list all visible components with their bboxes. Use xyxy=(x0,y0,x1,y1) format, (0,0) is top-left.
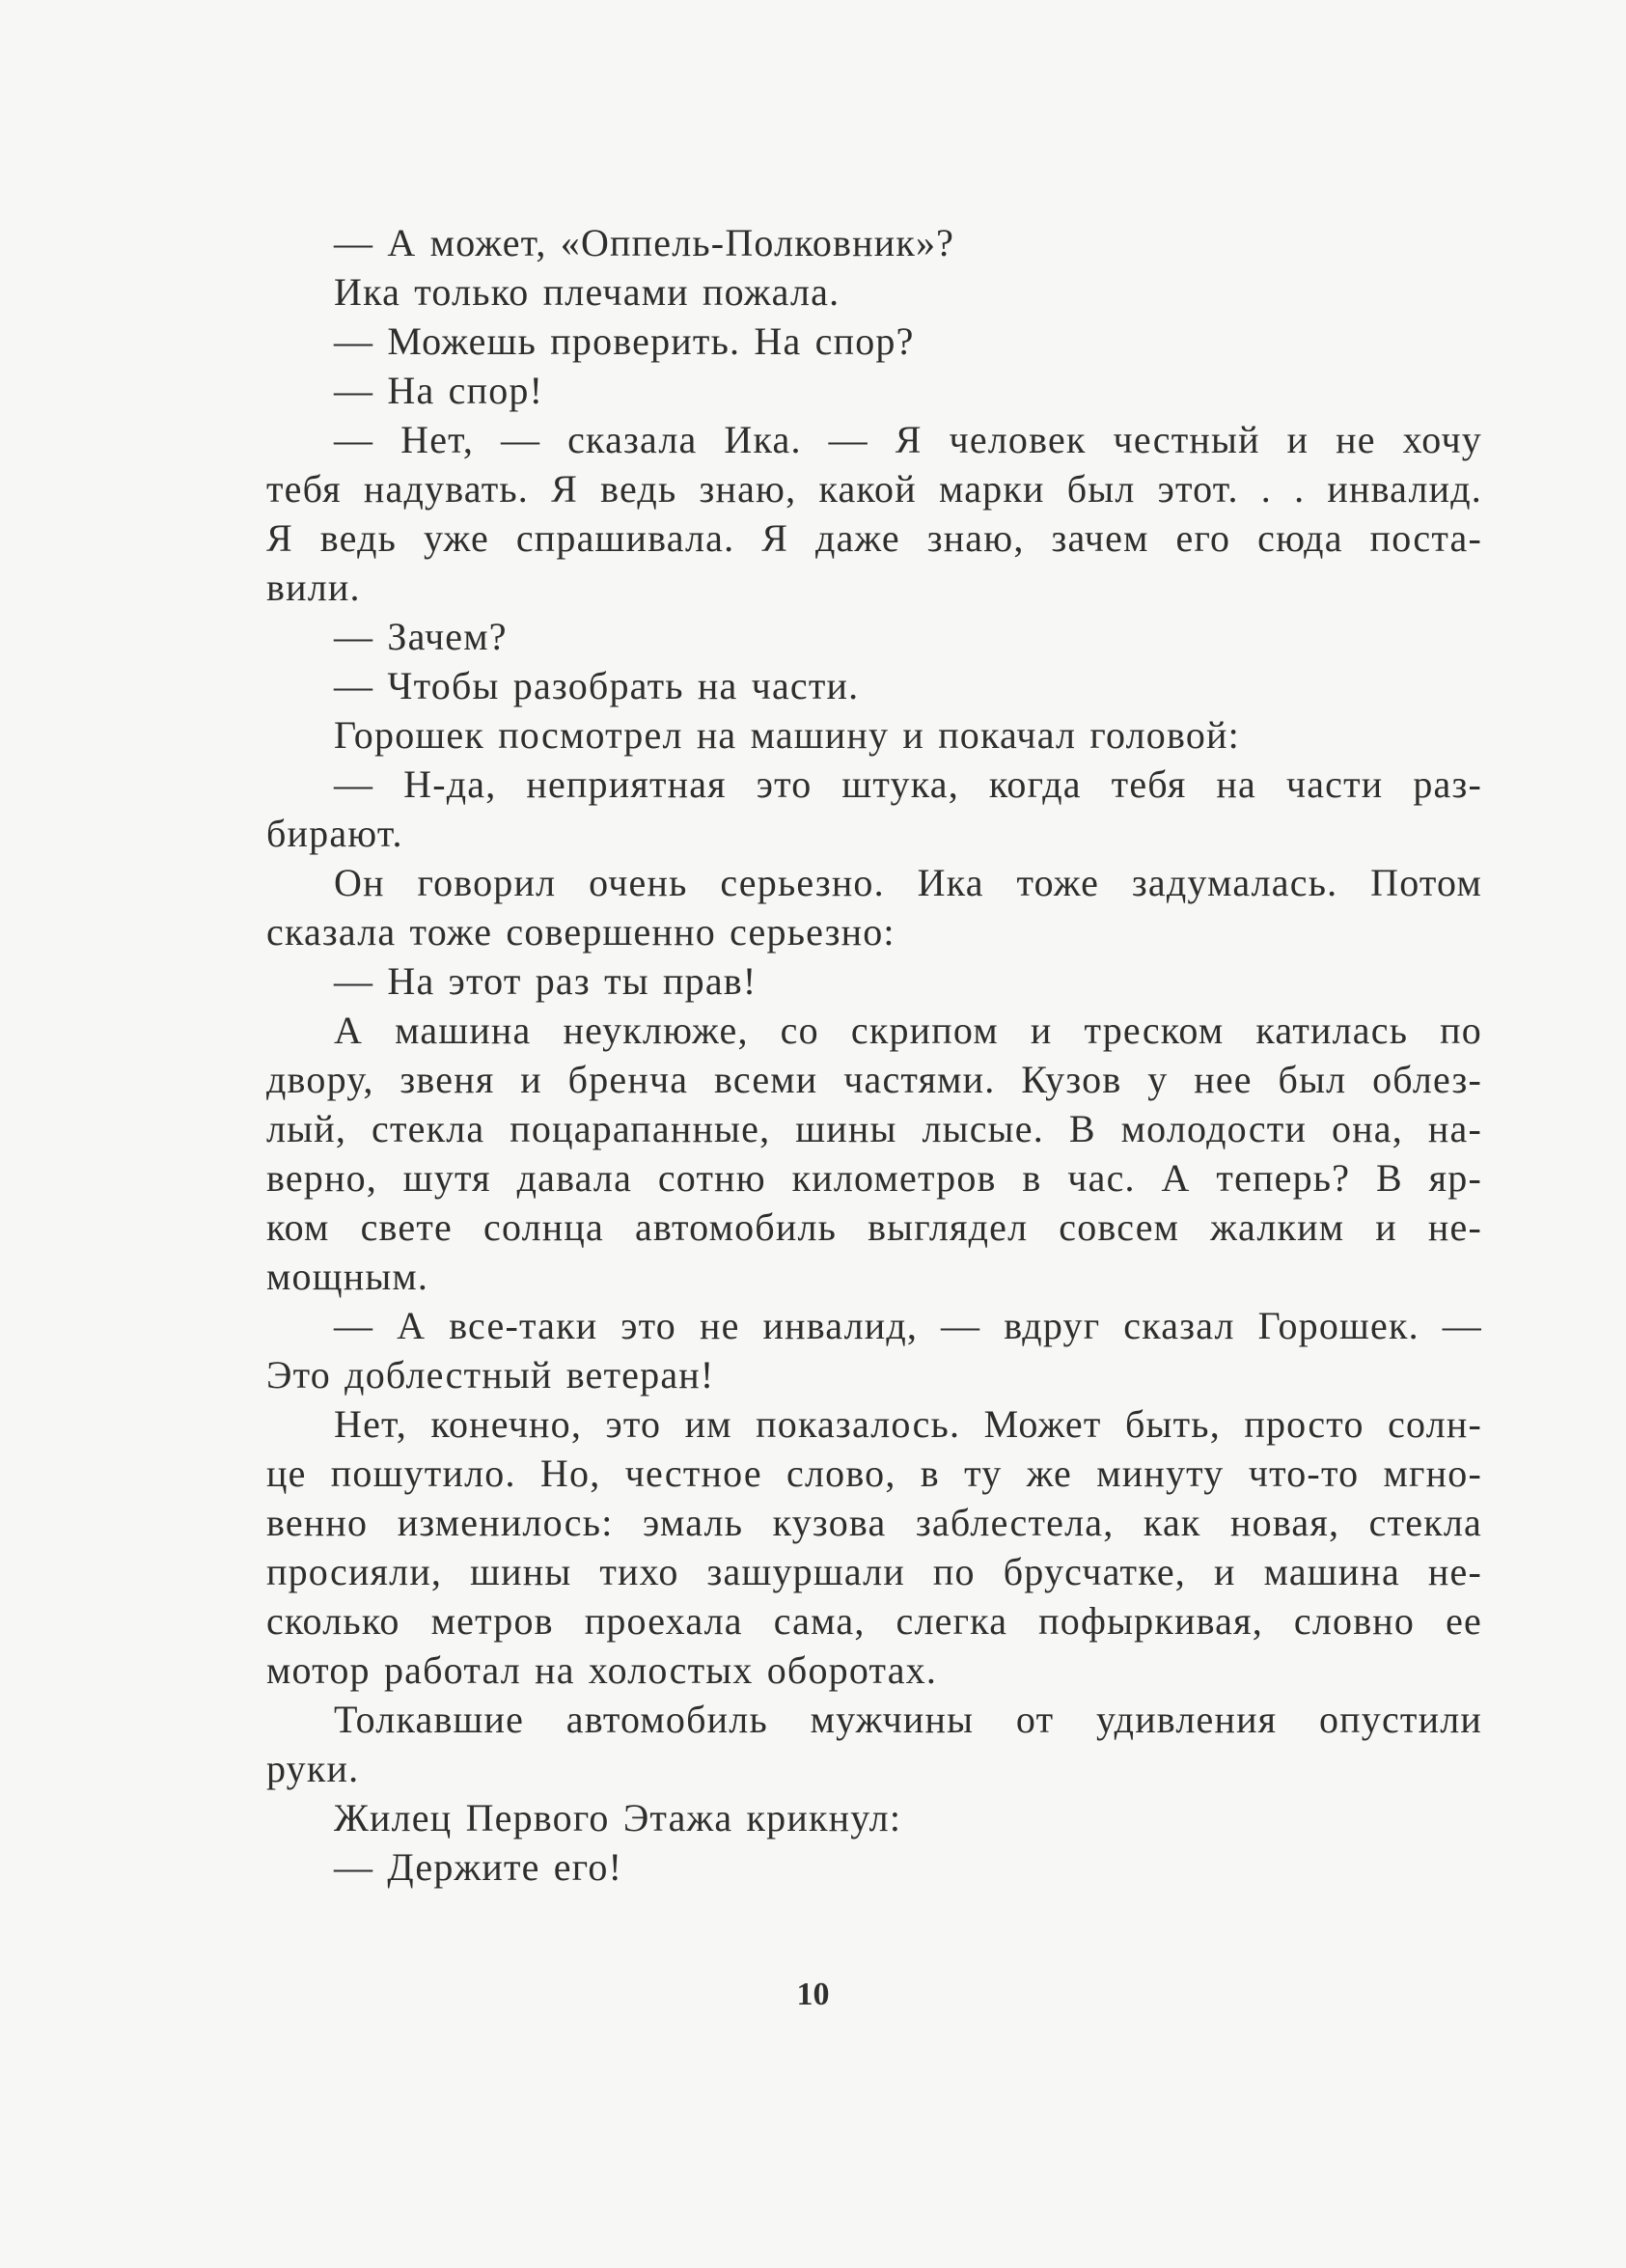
text-line: лый, стекла поцарапанные, шины лысые. В молодости она, на- xyxy=(266,1107,1482,1150)
text-line: Нет, конечно, это им показалось. Может быть, просто солн- xyxy=(334,1402,1482,1446)
text-line: вили. xyxy=(266,566,361,609)
text-line: бирают. xyxy=(266,812,403,855)
text-line: руки. xyxy=(266,1747,360,1790)
text-line: — А может, «Оппель-Полковник»? xyxy=(334,221,955,264)
page-number: 10 xyxy=(796,1977,830,2012)
text-line: Ика только плечами пожала. xyxy=(334,270,841,314)
text-line: верно, шутя давала сотню километров в час. А теперь? В яр- xyxy=(266,1156,1482,1200)
text-line: Это доблестный ветеран! xyxy=(266,1353,715,1397)
text-line: — А все-таки это не инвалид, — вдруг сказал Горошек. — xyxy=(334,1304,1482,1347)
text-line: Толкавшие автомобиль мужчины от удивления опустили xyxy=(334,1698,1482,1741)
text-line: — На этот раз ты прав! xyxy=(334,959,758,1003)
text-line: двору, звеня и бренча всеми частями. Кузов у нее был облез- xyxy=(266,1058,1482,1101)
text-line: венно изменилось: эмаль кузова заблестела, как новая, стекла xyxy=(266,1501,1482,1544)
text-line: Горошек посмотрел на машину и покачал головой: xyxy=(334,713,1240,757)
text-line: сколько метров проехала сама, слегка пофыркивая, словно ее xyxy=(266,1599,1482,1643)
text-line: це пошутило. Но, честное слово, в ту же минуту что-то мгно- xyxy=(266,1452,1482,1495)
text-line: ком свете солнца автомобиль выглядел совсем жалким и не- xyxy=(266,1205,1482,1249)
text-line: Жилец Первого Этажа крикнул: xyxy=(334,1796,902,1839)
text-line: мощным. xyxy=(266,1255,429,1298)
body-text xyxy=(266,218,1482,1892)
text-line: просияли, шины тихо зашуршали по брусчатке, и машина не- xyxy=(266,1550,1482,1593)
text-line: — На спор! xyxy=(334,369,544,412)
text-line: — Нет, — сказала Ика. — Я человек честный и не хочу xyxy=(334,418,1482,461)
text-line: — Держите его! xyxy=(334,1845,623,1889)
text-line: — Чтобы разобрать на части. xyxy=(334,664,860,707)
text-line: тебя надувать. Я ведь знаю, какой марки был этот. . . инвалид. xyxy=(266,467,1482,511)
text-line: — Можешь проверить. На спор? xyxy=(334,319,915,363)
text-line: — Н-да, неприятная это штука, когда тебя на части раз- xyxy=(334,762,1482,806)
text-line: Он говорил очень серьезно. Ика тоже задумалась. Потом xyxy=(334,861,1482,904)
text-line: А машина неуклюже, со скрипом и треском катилась по xyxy=(334,1009,1482,1052)
text-line: — Зачем? xyxy=(334,615,508,658)
text-line: сказала тоже совершенно серьезно: xyxy=(266,910,896,954)
text-line: мотор работал на холостых оборотах. xyxy=(266,1648,938,1692)
text-line: Я ведь уже спрашивала. Я даже знаю, зачем его сюда поста- xyxy=(266,516,1482,560)
